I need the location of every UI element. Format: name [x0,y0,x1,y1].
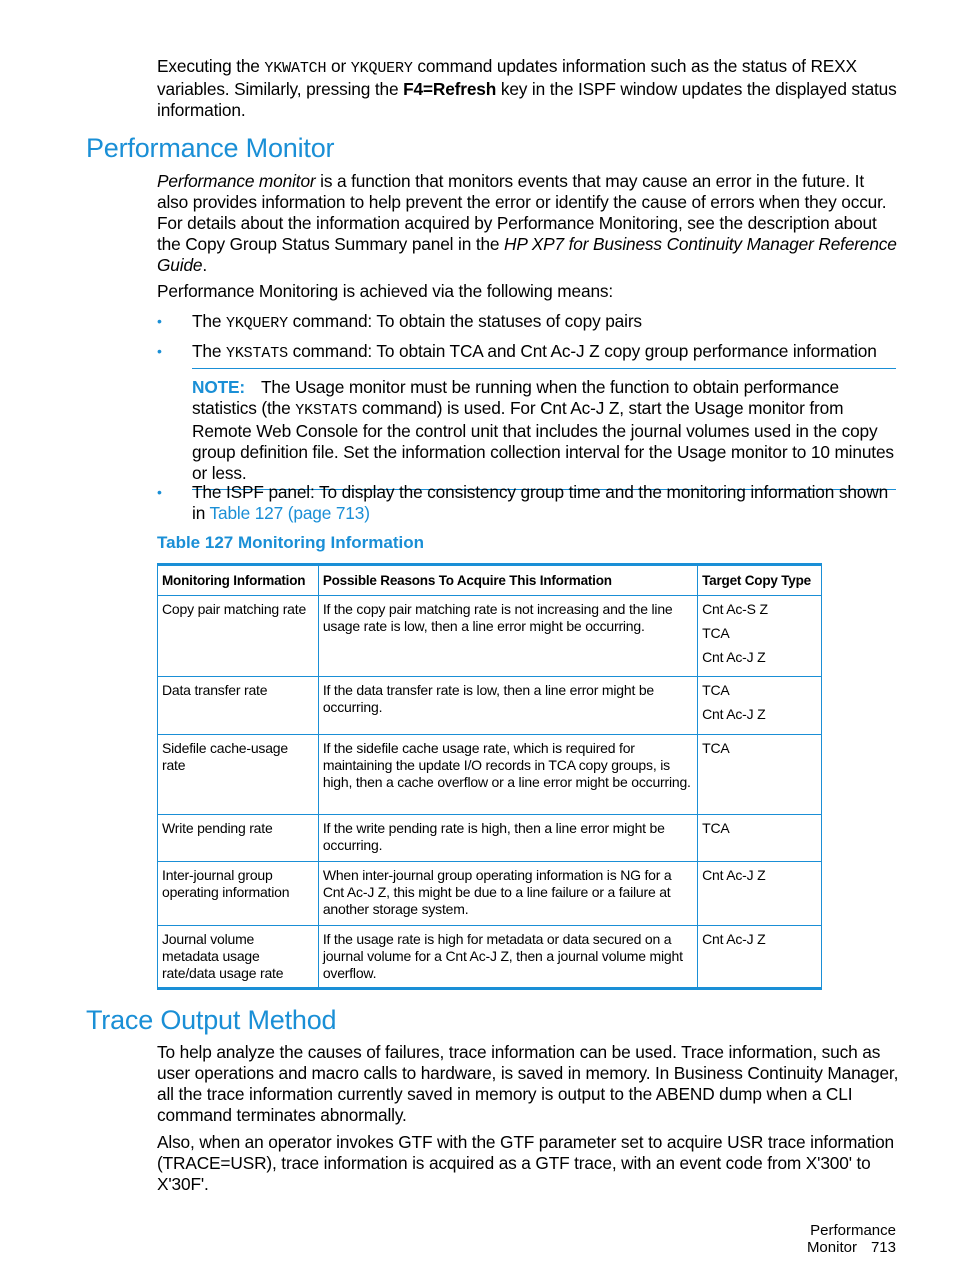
table-caption: Table 127 Monitoring Information [157,533,424,552]
table-127-link[interactable]: Table 127 (page 713) [209,503,370,523]
table-cell: If the sidefile cache usage rate, which is required for maintaining the update I/O records in TCA copy groups, is high, then a cache overflow or a line error might be occurring. [318,735,697,815]
ykwatch-command: YKWATCH [264,60,327,77]
page-footer [720,1222,896,1256]
table-cell: Write pending rate [158,815,319,862]
table-cell: When inter-journal group operating information is NG for a Cnt Ac-J Z, this might be due to a line failure or a failure at another storage system. [318,862,697,926]
section-title-trace-output-method: Trace Output Method [86,1005,337,1035]
table-cell: If the data transfer rate is low, then a line error might be occurring. [318,677,697,735]
table-cell: Cnt Ac-J Z [698,862,822,926]
note-box: NOTE: The Usage monitor must be running when the function to obtain performance statistics (the YKSTATS command) is used. For Cnt Ac-J Z, start the Usage monitor from Remote Web Console for the control unit that includes the journal volumes used in the copy group definition file. Set the information collection interval for the Usage monitor to 10 minutes or less. [192,368,896,490]
table-cell: Inter-journal group operating information [158,862,319,926]
note-label: NOTE: [192,377,246,397]
bullet-icon: • [157,484,162,500]
table-cell: If the write pending rate is high, then a line error might be occurring. [318,815,697,862]
monitoring-information-table [157,563,822,990]
table-cell: TCA [698,815,822,862]
table-cell: If the copy pair matching rate is not increasing and the line usage rate is low, then a line error might be occurring. [318,596,697,677]
section-title-performance-monitor: Performance Monitor [86,133,335,163]
table-cell: TCA [698,735,822,815]
table-cell: TCA Cnt Ac-J Z [698,677,822,735]
means-intro: Performance Monitoring is achieved via the following means: [157,281,614,301]
bullet-icon: • [157,343,162,359]
table-cell: If the usage rate is high for metadata or data secured on a journal volume for a Cnt Ac-J Z, then a journal volume might overflow. [318,926,697,989]
table-cell: Copy pair matching rate [158,596,319,677]
page-number: 713 [870,1239,896,1256]
table-row [158,677,822,735]
table-cell: Cnt Ac-S Z TCA Cnt Ac-J Z [698,596,822,677]
column-header: Monitoring Information [158,565,319,596]
table-cell: Sidefile cache-usage rate [158,735,319,815]
ykquery-command: YKQUERY [350,60,413,77]
column-header: Possible Reasons To Acquire This Information [318,565,697,596]
table-row [158,815,822,862]
table-header-row [158,565,822,596]
bullet-icon: • [157,313,162,329]
table-cell: Data transfer rate [158,677,319,735]
f4-refresh-key: F4=Refresh [403,79,497,99]
bullet-item-ispf-panel: • The ISPF panel: To display the consistency group time and the monitoring information shown in Table 127 (page 713) [157,482,889,523]
column-header: Target Copy Type [698,565,822,596]
reference-guide-title: HP XP7 for Business Continuity Manager Reference Guide [157,234,897,275]
table-row [158,862,822,926]
trace-paragraph-2: Also, when an operator invokes GTF with the GTF parameter set to acquire USR trace information (TRACE=USR), trace information is acquired as a GTF trace, with an event code from X'300' to X'30F'. [157,1132,894,1194]
bullet-item-ykquery: • The YKQUERY command: To obtain the statuses of copy pairs [157,311,642,332]
performance-monitor-description: Performance monitor is a function that monitors events that may cause an error in the future. It also provides information to help prevent the error or identify the cause of errors when they occur. For details about the information acquired by Performance Monitoring, see the description about the Copy Group Status Summary panel in the HP XP7 for Business Continuity Manager Reference Guide. [157,171,897,275]
table-row [158,735,822,815]
table-row [158,926,822,989]
table-cell: Journal volume metadata usage rate/data usage rate [158,926,319,989]
table-row [158,596,822,677]
trace-paragraph-1: To help analyze the causes of failures, trace information can be used. Trace information, such as user operations and macro calls to hardware, is saved in memory. In Business Continuity Manager, all the trace information currently saved in memory is output to the ABEND dump when a CLI command terminates abnormally. [157,1042,899,1125]
footer-section-name: Performance Monitor [806,1222,896,1256]
intro-paragraph: Executing the YKWATCH or YKQUERY command updates information such as the status of REXX variables. Similarly, pressing the F4=Refresh key in the ISPF window updates the displayed status information. [157,56,897,120]
table-cell: Cnt Ac-J Z [698,926,822,989]
bullet-item-ykstats: • The YKSTATS command: To obtain TCA and Cnt Ac-J Z copy group performance information [157,341,877,362]
